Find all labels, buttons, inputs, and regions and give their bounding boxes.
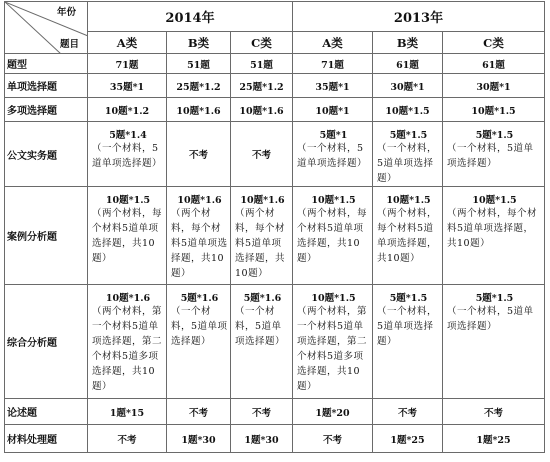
score-value: 5题*1.4 (109, 130, 147, 141)
score-cell: 1题*20 (293, 399, 373, 425)
score-value: 10题*1.5 (311, 195, 356, 206)
score-cell (167, 285, 231, 399)
row-label: 综合分析题 (5, 285, 88, 399)
score-cell: 不考 (167, 122, 231, 187)
score-cell: 10题*1.6 (231, 98, 293, 122)
question-total: 51题 (167, 54, 231, 74)
table-row (5, 285, 545, 399)
score-note: （两个材料，每个材料5道单项选择题，共10题） (377, 208, 438, 264)
score-cell (443, 122, 545, 187)
score-note: （一个材料，5道单项选择题） (297, 143, 368, 169)
category-header: A类 (293, 32, 373, 54)
score-value: 10题*1.6 (105, 293, 151, 304)
score-cell: 不考 (373, 399, 443, 425)
score-note: （两个材料，每个材料5道单项选择题，共10题） (297, 208, 368, 264)
score-cell: 不考 (443, 399, 545, 425)
row-label: 单项选择题 (5, 74, 88, 98)
header-corner-cell (5, 2, 88, 54)
question-total: 61题 (443, 54, 545, 74)
score-cell: 不考 (88, 425, 167, 453)
score-cell: 25题*1.2 (167, 74, 231, 98)
row-label: 公文实务题 (5, 122, 88, 187)
score-note: （一个材料，5道单项选择题） (92, 143, 163, 169)
row-label: 材料处理题 (5, 425, 88, 453)
score-value: 10题*1.5 (105, 195, 151, 206)
category-header: A类 (88, 32, 167, 54)
score-cell (167, 187, 231, 285)
score-cell (293, 285, 373, 399)
score-note: （两个材料，第一个材料5道单项选择题，第二个材料5道多项选择题，共10题） (297, 306, 368, 392)
category-header: C类 (443, 32, 545, 54)
category-header: B类 (167, 32, 231, 54)
score-cell (373, 187, 443, 285)
table-row (5, 425, 545, 453)
table-row (5, 98, 545, 122)
score-note: （一个材料，5道单项选择题） (377, 306, 438, 347)
corner-year-label: 年份 (57, 7, 77, 18)
score-cell: 10题*1 (293, 98, 373, 122)
corner-category-label: 题目 (60, 39, 80, 50)
score-cell: 不考 (231, 399, 293, 425)
score-cell: 10题*1.5 (373, 98, 443, 122)
score-cell: 不考 (293, 425, 373, 453)
score-value: 5题*1.5 (389, 130, 428, 141)
question-total: 71题 (88, 54, 167, 74)
table-row (5, 187, 545, 285)
score-cell (88, 122, 167, 187)
score-cell (231, 285, 293, 399)
score-value: 5题*1 (319, 130, 348, 141)
score-cell (88, 187, 167, 285)
score-value: 5题*1.6 (180, 293, 219, 304)
score-note: （两个材料，每个材料5道单项选择题，共10题） (92, 208, 163, 264)
question-total: 51题 (231, 54, 293, 74)
score-value: 10题*1.5 (472, 195, 517, 206)
score-note: （一个材料，5道单项选择题） (377, 143, 438, 184)
score-cell (231, 187, 293, 285)
score-cell (373, 122, 443, 187)
score-cell: 1题*25 (373, 425, 443, 453)
row-label: 论述题 (5, 399, 88, 425)
score-cell: 30题*1 (443, 74, 545, 98)
score-cell (293, 187, 373, 285)
score-cell: 35题*1 (88, 74, 167, 98)
score-cell: 25题*1.2 (231, 74, 293, 98)
score-cell: 1题*25 (443, 425, 545, 453)
table-row (5, 399, 545, 425)
score-cell (88, 285, 167, 399)
score-cell: 10题*1.6 (167, 98, 231, 122)
score-value: 10题*1.5 (386, 195, 431, 206)
exam-structure-table-container (4, 1, 545, 453)
score-cell: 1题*15 (88, 399, 167, 425)
score-cell (443, 187, 545, 285)
question-total: 61题 (373, 54, 443, 74)
score-value: 10题*1.6 (240, 195, 285, 206)
score-note: （两个材料，每个材料5道单项选择题，共10题） (447, 208, 538, 249)
score-note: （两个材料，第一个材料5道单项选择题，第二个材料5道多项选择题，共10题） (92, 306, 163, 392)
category-header: B类 (373, 32, 443, 54)
score-cell: 不考 (231, 122, 293, 187)
score-cell: 不考 (167, 399, 231, 425)
score-cell: 10题*1.5 (443, 98, 545, 122)
score-cell: 1题*30 (231, 425, 293, 453)
question-total: 71题 (293, 54, 373, 74)
score-value: 10题*1.6 (177, 195, 222, 206)
year-header-2013: 2013年 (293, 2, 545, 32)
score-cell: 30题*1 (373, 74, 443, 98)
score-cell: 35题*1 (293, 74, 373, 98)
type-label: 题型 (5, 54, 88, 74)
score-cell: 10题*1.2 (88, 98, 167, 122)
row-label: 案例分析题 (5, 187, 88, 285)
table-row (5, 122, 545, 187)
row-label: 多项选择题 (5, 98, 88, 122)
score-value: 5题*1.6 (243, 293, 282, 304)
score-value: 5题*1.5 (475, 130, 514, 141)
score-value: 10题*1.5 (311, 293, 356, 304)
score-cell (443, 285, 545, 399)
score-note: （一个材料，5道单项选择题） (447, 306, 534, 332)
year-header-2014: 2014年 (88, 2, 293, 32)
score-note: （一个材料，5道单项选择题） (447, 143, 534, 169)
score-value: 5题*1.5 (389, 293, 428, 304)
category-header: C类 (231, 32, 293, 54)
score-note: （两个材料，每个材料5道单项选择题，共10题） (171, 208, 228, 279)
score-cell (373, 285, 443, 399)
score-value: 5题*1.5 (475, 293, 514, 304)
score-cell: 1题*30 (167, 425, 231, 453)
table-row (5, 74, 545, 98)
score-note: （两个材料，每个材料5道单项选择题，共10题） (235, 208, 286, 279)
score-note: （一个材料，5道单项选择题） (171, 306, 228, 347)
exam-structure-table (4, 1, 545, 453)
score-note: （一个材料，5道单项选择题） (235, 306, 286, 347)
score-cell (293, 122, 373, 187)
